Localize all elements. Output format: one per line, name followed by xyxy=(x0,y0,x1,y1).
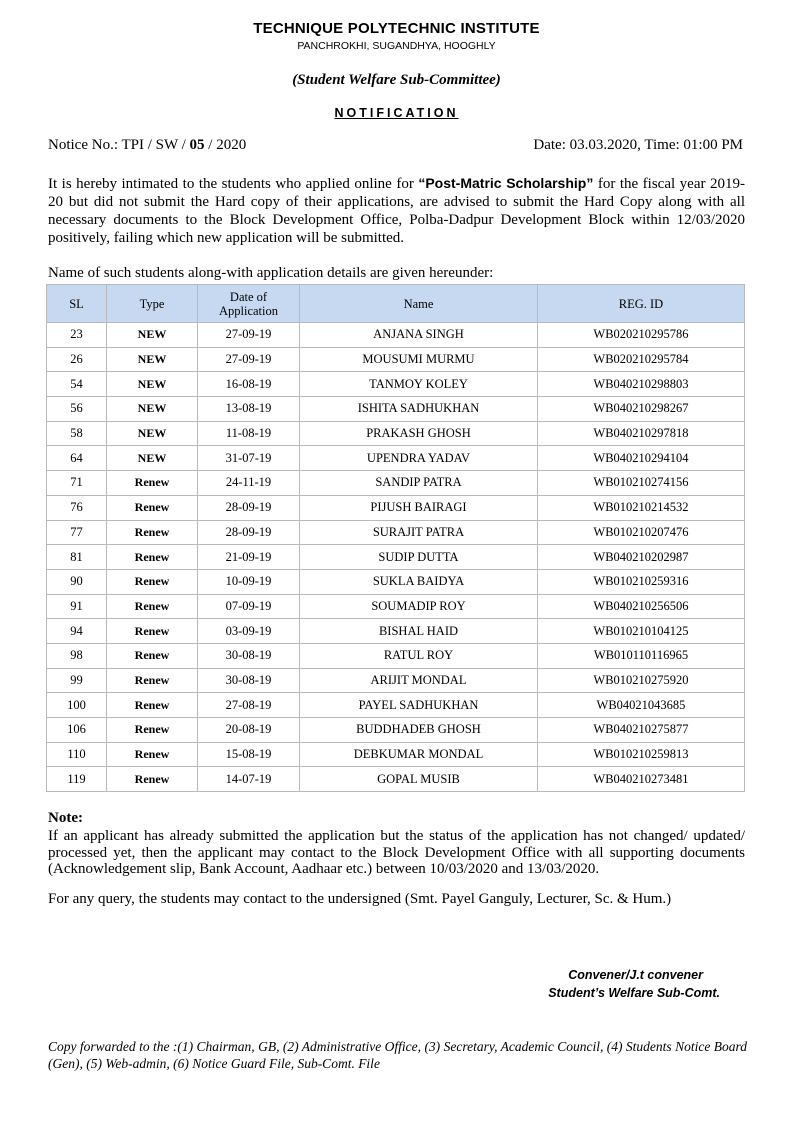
cell-name: MOUSUMI MURMU xyxy=(300,347,538,372)
table-row xyxy=(47,545,745,570)
cell-date: 07-09-19 xyxy=(198,594,300,619)
table-row xyxy=(47,495,745,520)
intro-paragraph xyxy=(48,174,745,247)
cell-date: 27-08-19 xyxy=(198,693,300,718)
table-row xyxy=(47,742,745,767)
cell-type: Renew xyxy=(107,520,198,545)
cell-reg-id: WB010210259316 xyxy=(538,569,745,594)
query-contact-text: For any query, the students may contact to the undersigned (Smt. Payel Ganguly, Lecturer, Sc. & Hum.) xyxy=(48,891,672,907)
cell-sl: 26 xyxy=(47,347,107,372)
table-row xyxy=(47,323,745,348)
cell-name: ARIJIT MONDAL xyxy=(300,668,538,693)
cell-type: Renew xyxy=(107,619,198,644)
cell-type: NEW xyxy=(107,421,198,446)
cell-type: NEW xyxy=(107,372,198,397)
cell-name: UPENDRA YADAV xyxy=(300,446,538,471)
cell-sl: 76 xyxy=(47,495,107,520)
cell-reg-id: WB040210298267 xyxy=(538,397,745,422)
table-row xyxy=(47,767,745,792)
cell-name: SUKLA BAIDYA xyxy=(300,569,538,594)
header-sl: SL xyxy=(47,285,107,323)
cell-sl: 100 xyxy=(47,693,107,718)
cell-sl: 99 xyxy=(47,668,107,693)
students-table xyxy=(46,284,745,792)
cell-reg-id: WB040210294104 xyxy=(538,446,745,471)
note-text: If an applicant has already submitted the application but the status of the application has not changed/ updated/ processed yet, then the applicant may contact to the Block Development Office with all supporting documents (Acknowledgement slip, Bank Account, Aadhaar etc.) between 10/03/2020 and 13/03/2020. xyxy=(48,828,745,877)
cell-sl: 64 xyxy=(47,446,107,471)
cell-type: Renew xyxy=(107,471,198,496)
cell-type: NEW xyxy=(107,397,198,422)
cell-date: 27-09-19 xyxy=(198,323,300,348)
signature-title: Convener/J.t convener xyxy=(568,968,703,982)
cell-sl: 110 xyxy=(47,742,107,767)
cell-date: 24-11-19 xyxy=(198,471,300,496)
cell-sl: 56 xyxy=(47,397,107,422)
cell-reg-id: WB010210207476 xyxy=(538,520,745,545)
cell-name: TANMOY KOLEY xyxy=(300,372,538,397)
header-reg-id: REG. ID xyxy=(538,285,745,323)
cell-name: PIJUSH BAIRAGI xyxy=(300,495,538,520)
cell-date: 30-08-19 xyxy=(198,668,300,693)
cell-sl: 98 xyxy=(47,643,107,668)
cell-name: RATUL ROY xyxy=(300,643,538,668)
table-row xyxy=(47,397,745,422)
cell-date: 10-09-19 xyxy=(198,569,300,594)
cell-type: Renew xyxy=(107,693,198,718)
notification-title-text: NOTIFICATION xyxy=(334,106,459,120)
cell-sl: 90 xyxy=(47,569,107,594)
table-row xyxy=(47,347,745,372)
cell-date: 31-07-19 xyxy=(198,446,300,471)
cell-date: 21-09-19 xyxy=(198,545,300,570)
cell-name: DEBKUMAR MONDAL xyxy=(300,742,538,767)
cell-type: Renew xyxy=(107,742,198,767)
scholarship-name: “Post-Matric Scholarship” xyxy=(418,175,594,191)
cell-reg-id: WB040210275877 xyxy=(538,718,745,743)
table-header-row xyxy=(47,285,745,323)
table-row xyxy=(47,668,745,693)
cell-reg-id: WB040210202987 xyxy=(538,545,745,570)
cell-type: Renew xyxy=(107,495,198,520)
cell-type: Renew xyxy=(107,643,198,668)
cell-type: Renew xyxy=(107,594,198,619)
cell-type: Renew xyxy=(107,569,198,594)
cell-name: PRAKASH GHOSH xyxy=(300,421,538,446)
cell-name: PAYEL SADHUKHAN xyxy=(300,693,538,718)
table-row xyxy=(47,693,745,718)
cell-name: SURAJIT PATRA xyxy=(300,520,538,545)
cell-date: 16-08-19 xyxy=(198,372,300,397)
institute-name: TECHNIQUE POLYTECHNIC INSTITUTE xyxy=(253,20,540,37)
cell-name: SUDIP DUTTA xyxy=(300,545,538,570)
cell-name: GOPAL MUSIB xyxy=(300,767,538,792)
cell-date: 13-08-19 xyxy=(198,397,300,422)
table-row xyxy=(47,569,745,594)
cell-type: Renew xyxy=(107,545,198,570)
institute-address: PANCHROKHI, SUGANDHYA, HOOGHLY xyxy=(297,40,496,52)
cell-reg-id: WB04021043685 xyxy=(538,693,745,718)
note-label: Note: xyxy=(48,810,83,826)
cell-date: 28-09-19 xyxy=(198,520,300,545)
cell-type: Renew xyxy=(107,668,198,693)
table-row xyxy=(47,446,745,471)
cell-sl: 71 xyxy=(47,471,107,496)
table-row xyxy=(47,594,745,619)
header-type: Type xyxy=(107,285,198,323)
cell-reg-id: WB010210274156 xyxy=(538,471,745,496)
cell-reg-id: WB010210104125 xyxy=(538,619,745,644)
cell-reg-id: WB010210214532 xyxy=(538,495,745,520)
cell-reg-id: WB020210295784 xyxy=(538,347,745,372)
cell-date: 14-07-19 xyxy=(198,767,300,792)
table-row xyxy=(47,643,745,668)
cell-sl: 54 xyxy=(47,372,107,397)
header-date-line2: Application xyxy=(218,303,278,318)
cell-date: 27-09-19 xyxy=(198,347,300,372)
cell-sl: 58 xyxy=(47,421,107,446)
cell-date: 15-08-19 xyxy=(198,742,300,767)
cell-name: SANDIP PATRA xyxy=(300,471,538,496)
cell-type: NEW xyxy=(107,347,198,372)
cell-reg-id: WB010210275920 xyxy=(538,668,745,693)
cell-reg-id: WB040210298803 xyxy=(538,372,745,397)
cell-type: Renew xyxy=(107,718,198,743)
cell-sl: 23 xyxy=(47,323,107,348)
cell-name: ISHITA SADHUKHAN xyxy=(300,397,538,422)
signature-committee: Student’s Welfare Sub-Comt. xyxy=(548,986,720,1000)
cell-sl: 77 xyxy=(47,520,107,545)
table-row xyxy=(47,421,745,446)
notification-title xyxy=(0,106,793,120)
header-date-line1: Date of xyxy=(229,289,268,304)
table-row xyxy=(47,619,745,644)
table-row xyxy=(47,718,745,743)
notice-number-suffix: / 2020 xyxy=(204,137,247,153)
cell-type: Renew xyxy=(107,767,198,792)
cell-sl: 94 xyxy=(47,619,107,644)
cell-name: SOUMADIP ROY xyxy=(300,594,538,619)
cell-date: 03-09-19 xyxy=(198,619,300,644)
cell-name: BUDDHADEB GHOSH xyxy=(300,718,538,743)
cell-date: 28-09-19 xyxy=(198,495,300,520)
cell-sl: 81 xyxy=(47,545,107,570)
header-name: Name xyxy=(300,285,538,323)
intro-text-start: It is hereby intimated to the students who applied online for xyxy=(48,176,419,192)
cell-reg-id: WB040210273481 xyxy=(538,767,745,792)
cell-date: 20-08-19 xyxy=(198,718,300,743)
cell-reg-id: WB040210297818 xyxy=(538,421,745,446)
cell-name: ANJANA SINGH xyxy=(300,323,538,348)
header-date xyxy=(198,285,300,323)
notice-number xyxy=(48,137,246,154)
table-caption: Name of such students along-with application details are given hereunder: xyxy=(48,265,494,281)
notice-number-value: 05 xyxy=(189,137,205,153)
table-row xyxy=(47,372,745,397)
cell-type: NEW xyxy=(107,446,198,471)
table-row xyxy=(47,520,745,545)
notice-date-time: Date: 03.03.2020, Time: 01:00 PM xyxy=(533,137,743,153)
cell-sl: 91 xyxy=(47,594,107,619)
cell-reg-id: WB020210295786 xyxy=(538,323,745,348)
cell-reg-id: WB040210256506 xyxy=(538,594,745,619)
cell-name: BISHAL HAID xyxy=(300,619,538,644)
committee-name: (Student Welfare Sub-Committee) xyxy=(292,72,501,88)
cell-reg-id: WB010110116965 xyxy=(538,643,745,668)
cell-reg-id: WB010210259813 xyxy=(538,742,745,767)
cell-type: NEW xyxy=(107,323,198,348)
cell-date: 11-08-19 xyxy=(198,421,300,446)
notice-number-prefix: Notice No.: TPI / SW / xyxy=(48,137,190,153)
intro-text-end: for the fiscal year 2019-20 but did not submit the Hard copy of their applications, are advised to submit the Hard Copy along with all necessary documents to the Block Development Office, Polba-Dadpur Development Block within 12/03/2020 positively, failing which new application will be submitted. xyxy=(48,176,745,246)
table-row xyxy=(47,471,745,496)
cell-sl: 119 xyxy=(47,767,107,792)
cell-date: 30-08-19 xyxy=(198,643,300,668)
copy-forwarded-list: Copy forwarded to the :(1) Chairman, GB, (2) Administrative Office, (3) Secretary, Academic Council, (4) Students Notice Board (Gen), (5) Web-admin, (6) Notice Guard File, Sub-Comt. File xyxy=(48,1039,747,1071)
cell-sl: 106 xyxy=(47,718,107,743)
